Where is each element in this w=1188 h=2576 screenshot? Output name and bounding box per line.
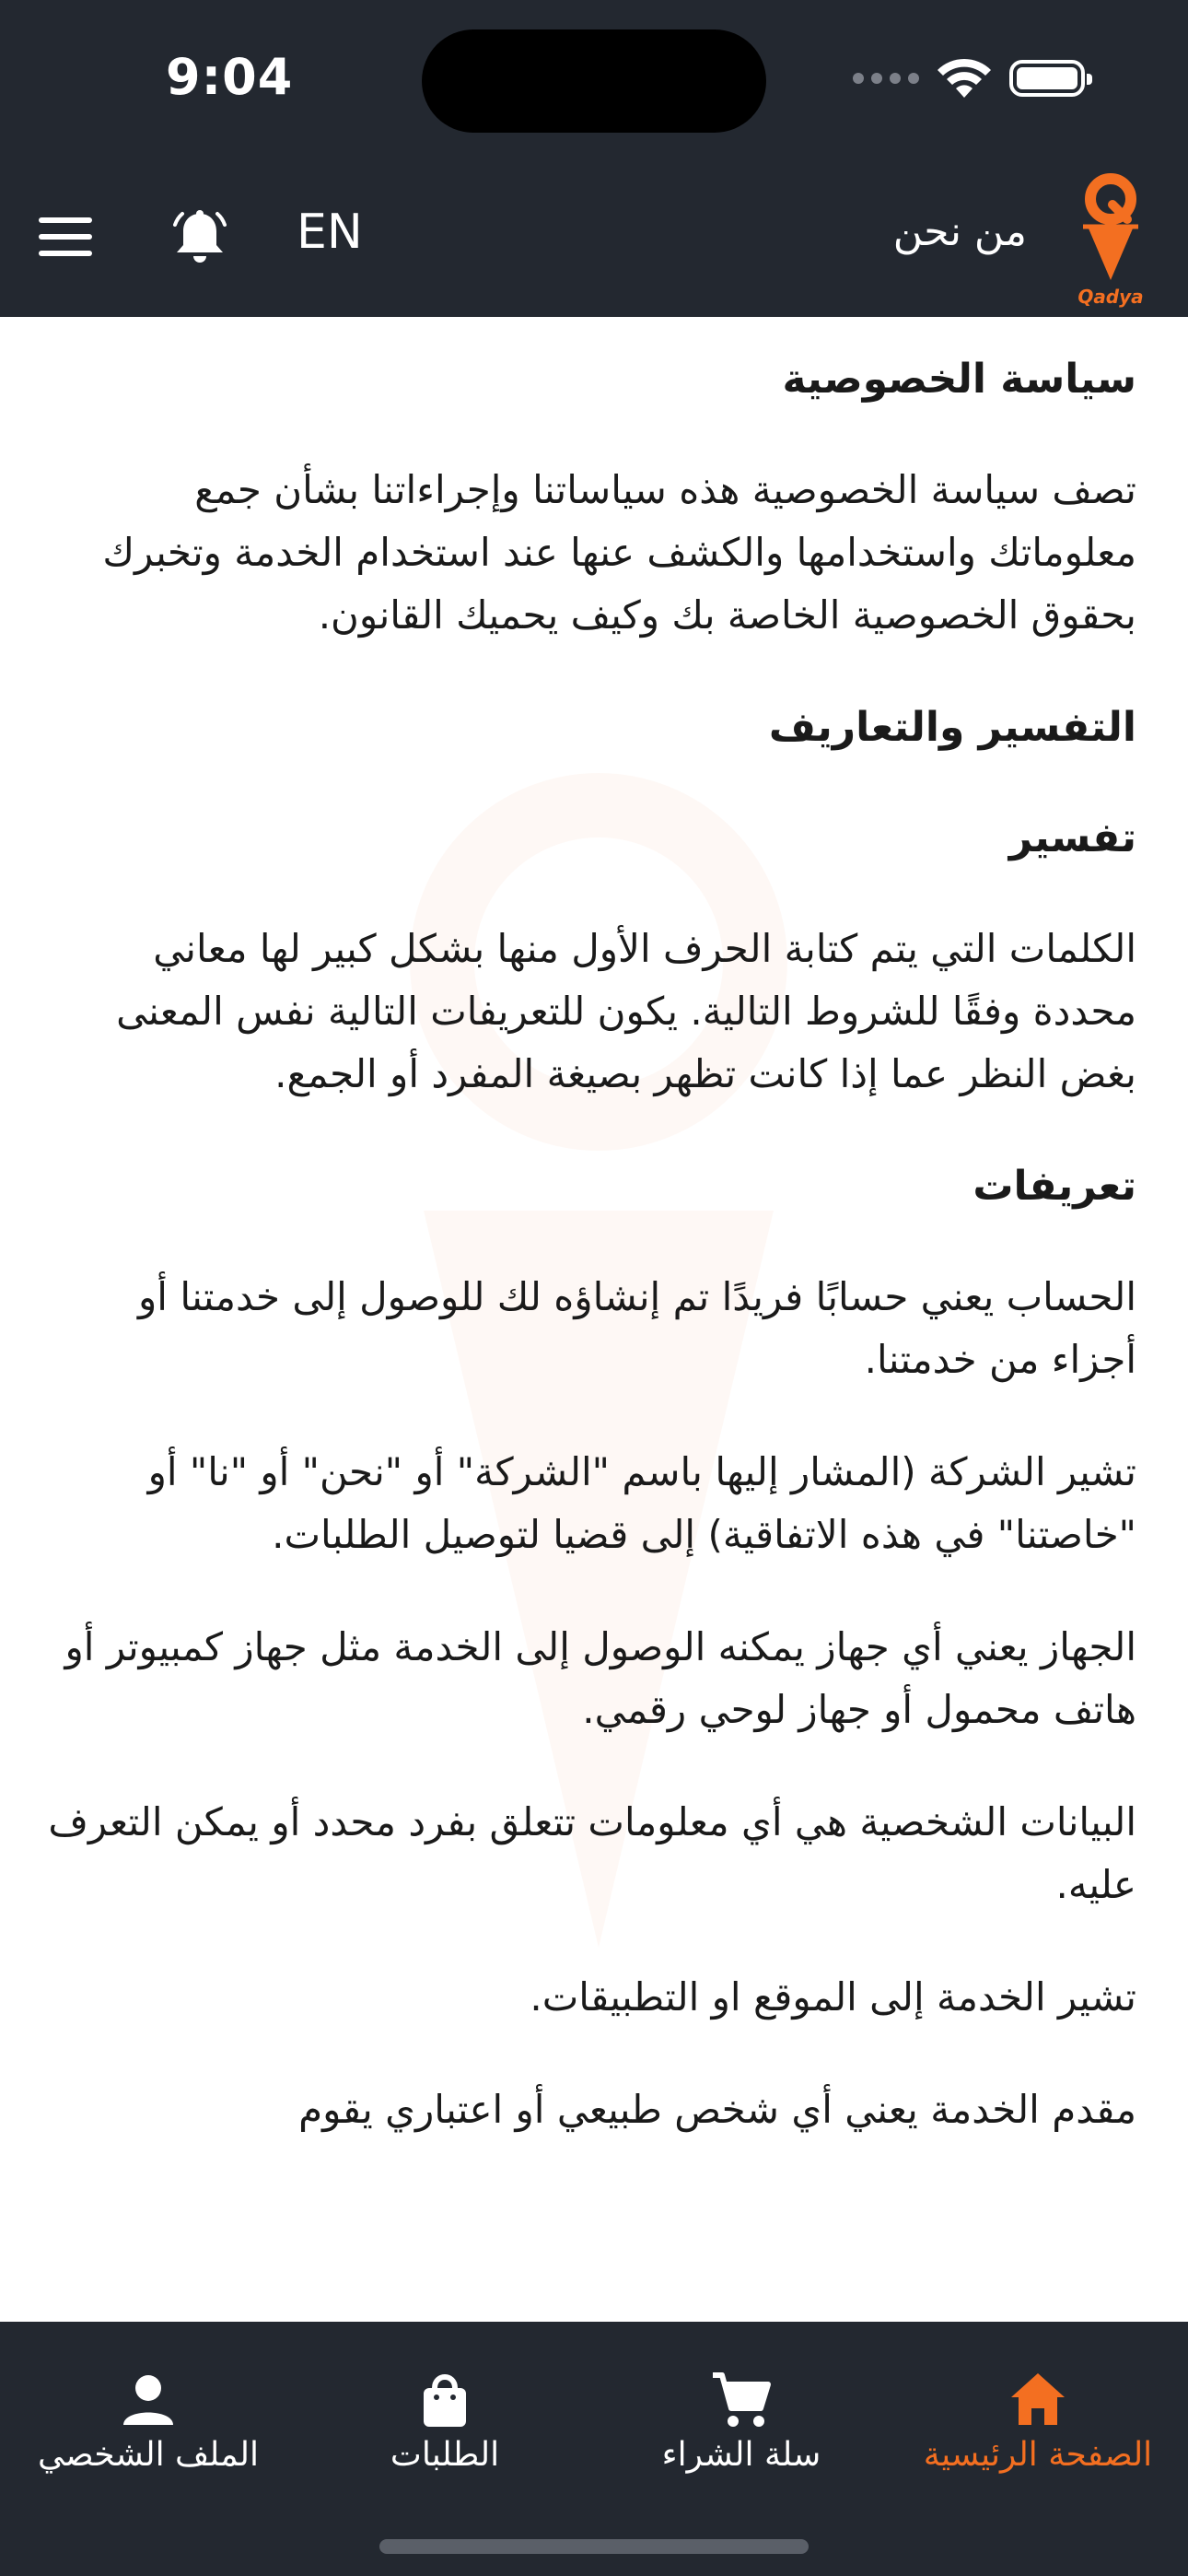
about-us-link[interactable]: من نحن [892,208,1027,255]
menu-button[interactable] [39,217,92,256]
nav-home[interactable] [890,2351,1186,2480]
cart-icon [709,2368,774,2432]
home-indicator[interactable] [379,2539,809,2554]
app-logo [1074,171,1147,306]
person-icon [116,2368,181,2432]
document-title: سياسة الخصوصية [782,356,1136,403]
section-heading: التفسير والتعاريف [768,704,1136,751]
document [48,348,1136,2141]
definition-paragraph: الحساب يعني حسابًا فريدًا تم إنشاؤه لك للوصول إلى خدمتنا أو أجزاء من خدمتنا. [138,1274,1136,1382]
cellular-signal-icon [853,73,919,84]
subsection-heading: تعريفات [973,1163,1136,1210]
battery-icon [1009,60,1085,97]
status-indicators [853,55,1085,101]
subsection-heading: تفسير [1008,814,1136,861]
top-bar [0,0,1188,317]
home-icon [1006,2368,1070,2432]
wifi-icon [936,57,993,100]
definition-paragraph: مقدم الخدمة يعني أي شخص طبيعي أو اعتباري يقوم [298,2087,1136,2132]
privacy-policy-content[interactable] [0,317,1188,2322]
nav-label: الملف الشخصي [38,2436,259,2474]
dynamic-island [422,29,766,133]
definition-paragraph: تشير الشركة (المشار إليها باسم "الشركة" أو "نحن" أو "نا" أو "خاصتنا" في هذه الاتفاقية) إلى قضيا لتوصيل الطلبات. [147,1449,1136,1557]
interpretation-paragraph: الكلمات التي يتم كتابة الحرف الأول منها بشكل كبير لها معاني محددة وفقًا للشروط التالية. يكون للتعريفات التالية نفس المعنى بغض النظر عما إذا كانت تظهر بصيغة المفرد أو الجمع. [116,926,1136,1096]
nav-label: سلة الشراء [661,2436,821,2474]
nav-label: الصفحة الرئيسية [923,2436,1153,2474]
nav-label: الطلبات [390,2436,500,2474]
logo-text: Qadya [1077,286,1144,308]
notification-bell-icon[interactable] [168,206,232,271]
nav-orders[interactable] [297,2351,593,2480]
status-time: 9:04 [166,48,294,106]
definition-paragraph: الجهاز يعني أي جهاز يمكنه الوصول إلى الخدمة مثل جهاز كمبيوتر أو هاتف محمول أو جهاز لوحي رقمي. [64,1624,1136,1732]
definition-paragraph: تشير الخدمة إلى الموقع او التطبيقات. [530,1974,1136,2020]
logo-icon [1074,171,1147,286]
intro-paragraph: تصف سياسة الخصوصية هذه سياساتنا وإجراءاتنا بشأن جمع معلوماتك واستخدامها والكشف عنها عند استخدام الخدمة وتخبرك بحقوق الخصوصية الخاصة بك وكيف يحميك القانون. [102,467,1136,638]
bottom-navigation [0,2322,1188,2576]
shopping-bag-icon [413,2368,477,2432]
language-toggle[interactable]: EN [297,205,363,260]
definition-paragraph: البيانات الشخصية هي أي معلومات تتعلق بفرد محدد أو يمكن التعرف عليه. [48,1799,1136,1907]
nav-cart[interactable] [593,2351,890,2480]
nav-profile[interactable] [0,2351,297,2480]
